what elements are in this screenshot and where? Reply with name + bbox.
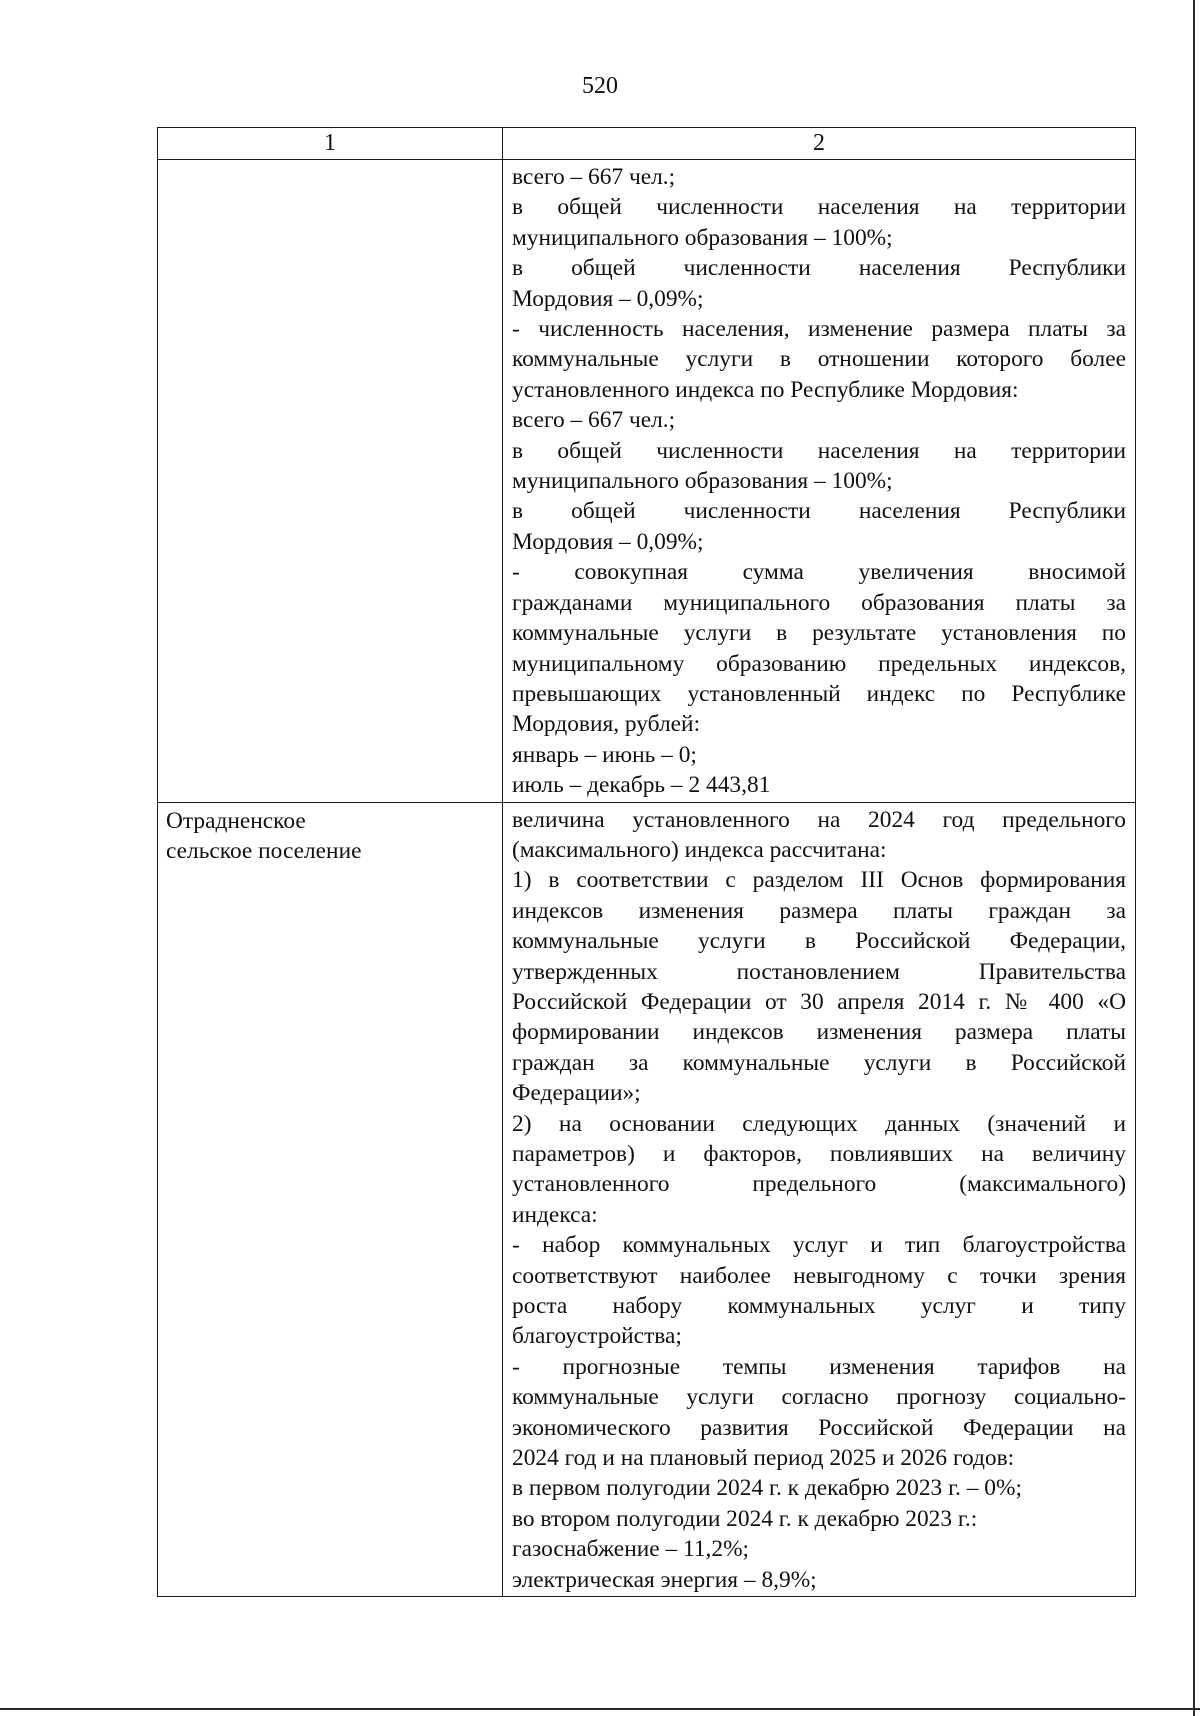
text-line: - набор коммунальных услуг и тип благоустройства: [512, 1232, 1126, 1259]
text-line: коммунальные услуги согласно прогнозу социально-: [512, 1384, 1126, 1411]
text-line: муниципального образования – 100%;: [512, 224, 893, 251]
text-line: - численность населения, изменение размера платы за: [512, 316, 1126, 343]
municipality-name-line: сельское поселение: [166, 837, 362, 864]
text-line: граждан за коммунальные услуги в Российской: [512, 1049, 1126, 1076]
text-line: Мордовия – 0,09%;: [512, 528, 704, 555]
column-header-1: 1: [158, 128, 503, 160]
text-line: 2) на основании следующих данных (значений и: [512, 1110, 1126, 1137]
text-line: индекса:: [512, 1201, 598, 1228]
text-line: индексов изменения размера платы граждан за: [512, 897, 1126, 924]
text-line: в общей численности населения на территории: [512, 437, 1126, 464]
table-row: [158, 160, 1136, 803]
text-line: роста набору коммунальных услуг и типу: [512, 1293, 1126, 1320]
text-line: Мордовия, рублей:: [512, 711, 701, 738]
text-line: во втором полугодии 2024 г. к декабрю 2023 г.:: [512, 1505, 978, 1532]
table-body: [158, 160, 1136, 1597]
text-line: 1) в соответствии с разделом III Основ формирования: [512, 867, 1126, 894]
municipality-name-line: Отрадненское: [166, 807, 306, 834]
data-table: [157, 127, 1136, 1597]
text-line: всего – 667 чел.;: [512, 164, 676, 190]
text-line: в общей численности населения Республики: [512, 255, 1126, 282]
description-cell: [503, 802, 1136, 1597]
municipality-cell: [158, 160, 503, 803]
text-line: утвержденных постановлением Правительства: [512, 958, 1126, 985]
text-line: Мордовия – 0,09%;: [512, 285, 704, 312]
text-line: величина установленного на 2024 год предельного: [512, 806, 1126, 833]
text-line: коммунальные услуги в Российской Федерации,: [512, 928, 1126, 955]
text-line: установленного индекса по Республике Мордовия:: [512, 376, 1019, 403]
text-line: Федерации»;: [512, 1080, 641, 1107]
text-line: превышающих установленный индекс по Республике: [512, 680, 1126, 707]
municipality-cell: [158, 802, 503, 1597]
header-row: [158, 128, 1136, 160]
text-line: Российской Федерации от 30 апреля 2014 г. № 400 «О: [512, 988, 1126, 1015]
text-line: - прогнозные темпы изменения тарифов на: [512, 1353, 1126, 1380]
text-line: всего – 667 чел.;: [512, 407, 676, 434]
text-line: коммунальные услуги в отношении которого более: [512, 346, 1126, 373]
text-line: экономического развития Российской Федерации на: [512, 1414, 1126, 1441]
column-header-2: 2: [503, 128, 1136, 160]
scan-edge-bottom: [0, 1708, 1200, 1710]
scan-edge-right: [1193, 0, 1195, 1716]
text-line: формировании индексов изменения размера платы: [512, 1019, 1126, 1046]
text-line: 2024 год и на плановый период 2025 и 2026 годов:: [512, 1445, 1015, 1472]
text-line: коммунальные услуги в результате установления по: [512, 620, 1126, 647]
text-line: электрическая энергия – 8,9%;: [512, 1566, 817, 1593]
text-line: в первом полугодии 2024 г. к декабрю 2023 г. – 0%;: [512, 1475, 1022, 1502]
text-line: в общей численности населения на территории: [512, 194, 1126, 221]
text-line: установленного предельного (максимального): [512, 1171, 1126, 1198]
description-cell: [503, 160, 1136, 803]
page-number: 520: [582, 73, 618, 99]
text-line: гражданами муниципального образования платы за: [512, 589, 1126, 616]
text-line: параметров) и факторов, повлиявших на величину: [512, 1141, 1126, 1167]
text-line: июль – декабрь – 2 443,81: [512, 772, 771, 799]
text-line: январь – июнь – 0;: [512, 741, 697, 768]
text-line: - совокупная сумма увеличения вносимой: [512, 559, 1126, 586]
table-row: [158, 802, 1136, 1597]
text-line: муниципального образования – 100%;: [512, 468, 893, 495]
text-line: благоустройства;: [512, 1323, 682, 1350]
text-line: газоснабжение – 11,2%;: [512, 1536, 750, 1563]
text-line: соответствуют наиболее невыгодному с точки зрения: [512, 1262, 1126, 1289]
text-line: в общей численности населения Республики: [512, 498, 1126, 525]
text-line: муниципальному образованию предельных индексов,: [512, 650, 1126, 677]
text-line: (максимального) индекса рассчитана:: [512, 836, 887, 863]
